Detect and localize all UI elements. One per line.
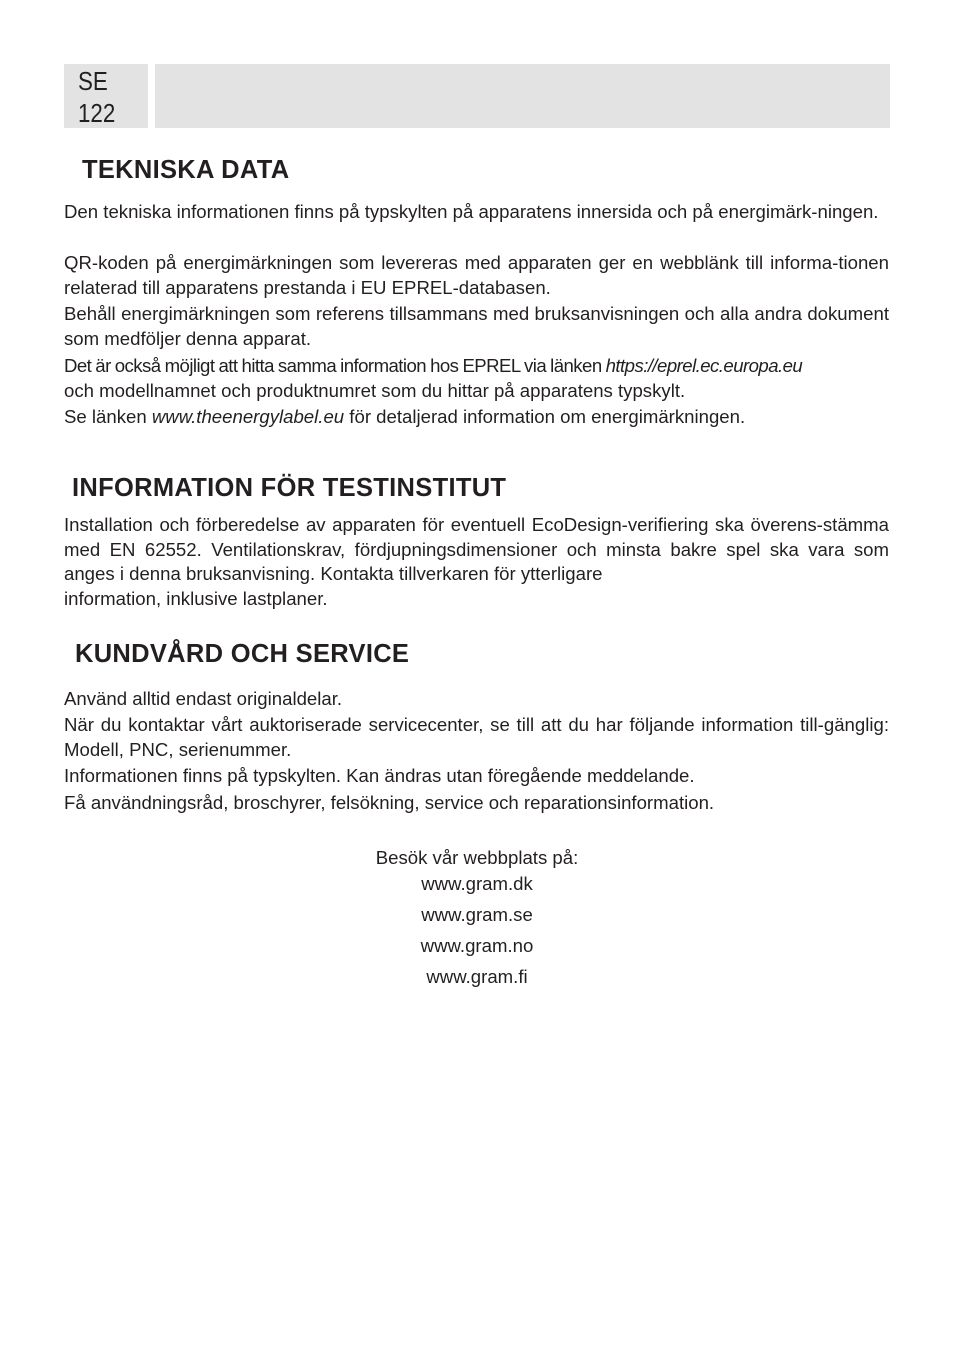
link-gram-dk[interactable]: www.gram.dk (421, 873, 533, 894)
page-number: 122 (78, 98, 116, 128)
paragraph-service-center: När du kontaktar vårt auktoriserade servicecenter, se till att du har följande information till-gänglig: Modell, PNC, serienummer. (64, 714, 889, 760)
paragraph-energylabel (64, 405, 889, 430)
heading-technical-data: TEKNISKA DATA (82, 156, 290, 184)
link-gram-no[interactable]: www.gram.no (420, 935, 534, 956)
visit-label: Besök vår webbplats på: (375, 847, 579, 868)
heading-test-institutes: INFORMATION FÖR TESTINSTITUT (72, 474, 507, 502)
page-header-box (64, 64, 148, 128)
eprel-text-cont: och modellnamnet och produktnumret som du hittar på apparatens typskylt. (64, 379, 686, 401)
paragraph-ecodesign-last: information, inklusive lastplaner. (64, 588, 328, 609)
paragraph-keep-label: Behåll energimärkningen som referens tillsammans med bruksanvisningen och alla andra dokument som medföljer denna apparat. (64, 303, 889, 349)
energylabel-text-cont: för detaljerad information om energimärkningen. (344, 406, 746, 427)
language-code: SE (78, 66, 108, 96)
heading-customer-care: KUNDVÅRD OCH SERVICE (75, 640, 410, 668)
paragraph-eprel (64, 354, 889, 403)
header-bar (155, 64, 890, 128)
energylabel-text: Se länken (64, 406, 152, 427)
link-gram-se[interactable]: www.gram.se (421, 904, 533, 925)
paragraph-qr-code: QR-koden på energimärkningen som levereras med apparaten ger en webblänk till informa-tionen relaterad till apparatens prestanda i EU EPREL-databasen. (64, 252, 889, 298)
energylabel-link[interactable]: www.theenergylabel.eu (151, 406, 345, 427)
paragraph-original-parts: Använd alltid endast originaldelar. (64, 688, 343, 709)
paragraph-typeplate: Informationen finns på typskylten. Kan ändras utan föregående meddelande. (64, 765, 695, 786)
paragraph-technical-info: Den tekniska informationen finns på typskylten på apparatens innersida och på energimärk-ningen. (64, 201, 879, 222)
eprel-link[interactable]: https://eprel.ec.europa.eu (605, 355, 803, 376)
paragraph-ecodesign: Installation och förberedelse av apparaten för eventuell EcoDesign-verifiering ska överens-stämma med EN 62552. Ventilationskrav, fördjupningsdimensioner och minsta bakre spel ska vara som anges i denna bruksanvisning. Kontakta tillverkaren för ytterligare (64, 514, 889, 584)
link-gram-fi[interactable]: www.gram.fi (426, 966, 528, 987)
paragraph-advice: Få användningsråd, broschyrer, felsökning, service och reparationsinformation. (64, 792, 715, 813)
eprel-text: Det är också möjligt att hitta samma information hos EPREL via länken (64, 355, 606, 376)
